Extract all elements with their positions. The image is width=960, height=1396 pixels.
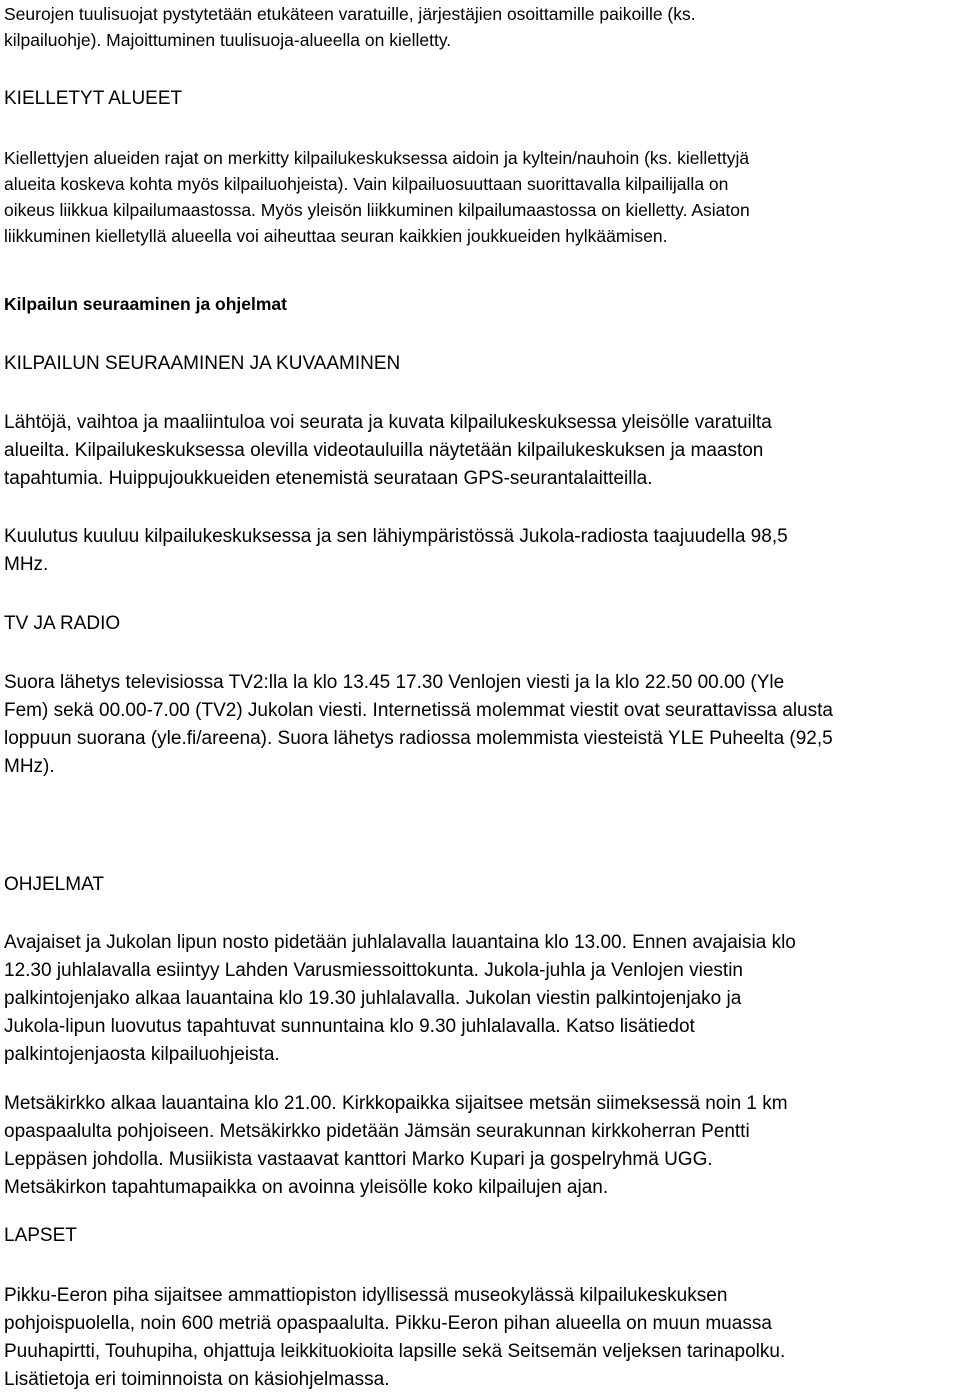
- text-line: liikkuminen kielletyllä alueella voi aiheuttaa seuran kaikkien joukkueiden hylkäämisen.: [4, 226, 668, 246]
- text-line: Leppäsen johdolla. Musiikista vastaavat kanttori Marko Kupari ja gospelryhmä UGG.: [4, 1149, 713, 1170]
- section-heading-kielletyt: [4, 85, 182, 113]
- text-line: Pikku-Eeron piha sijaitsee ammattiopiston idyllisessä museokylässä kilpailukeskuksen: [4, 1285, 728, 1306]
- text-line: opaspaalulta pohjoiseen. Metsäkirkko pidetään Jämsän seurakunnan kirkkoherran Pentti: [4, 1121, 750, 1142]
- seuraaminen-paragraph: [4, 409, 772, 493]
- heading-text: KILPAILUN SEURAAMINEN JA KUVAAMINEN: [4, 353, 401, 374]
- text-line: Avajaiset ja Jukolan lipun nosto pidetään juhlalavalla lauantaina klo 13.00. Ennen avajaisia klo: [4, 932, 796, 953]
- heading-text: KIELLETYT ALUEET: [4, 88, 183, 109]
- text-line: Puuhapirtti, Touhupiha, ohjattuja leikkituokioita lapsille sekä Seitsemän veljeksen tarinapolku.: [4, 1341, 786, 1362]
- text-line: alueilta. Kilpailukeskuksessa olevilla videotauluilla näytetään kilpailukeskuksen ja maaston: [4, 440, 764, 461]
- title-text: Kilpailun seuraaminen ja ohjelmat: [4, 294, 287, 314]
- text-line: loppuun suorana (yle.fi/areena). Suora lähetys radiossa molemmista viesteistä YLE Puheelta (92,5: [4, 728, 833, 749]
- text-line: MHz).: [4, 756, 55, 777]
- text-line: Kuulutus kuuluu kilpailukeskuksessa ja sen lähiympäristössä Jukola-radiosta taajuudella 98,5: [4, 526, 788, 547]
- text-line: oikeus liikkua kilpailumaastossa. Myös yleisön liikkuminen kilpailumaastossa on kielletty. Asiaton: [4, 200, 750, 220]
- text-line: pohjoispuolella, noin 600 metriä opaspaalulta. Pikku-Eeron pihan alueella on muun muassa: [4, 1313, 772, 1334]
- lapset-paragraph: [4, 1282, 785, 1394]
- text-line: Fem) sekä 00.00-7.00 (TV2) Jukolan viesti. Internetissä molemmat viestit ovat seurattavissa alusta: [4, 700, 833, 721]
- text-line: Jukola-lipun luovutus tapahtuvat sunnuntaina klo 9.30 juhlalavalla. Katso lisätiedot: [4, 1016, 695, 1037]
- text-line: palkintojenjaosta kilpailuohjeista.: [4, 1044, 280, 1065]
- text-line: Kiellettyjen alueiden rajat on merkitty kilpailukeskuksessa aidoin ja kyltein/nauhoin (ks. kiellettyjä: [4, 148, 750, 168]
- text-line: Lähtöjä, vaihtoa ja maaliintuloa voi seurata ja kuvata kilpailukeskuksessa yleisölle varatuilta: [4, 412, 772, 433]
- section-heading-tv-radio: [4, 610, 120, 638]
- text-line: alueita koskeva kohta myös kilpailuohjeista). Vain kilpailuosuuttaan suorittavalla kilpailijalla on: [4, 174, 729, 194]
- intro-paragraph: [4, 1, 696, 53]
- heading-text: OHJELMAT: [4, 874, 104, 895]
- tv-radio-paragraph: [4, 669, 833, 781]
- section-heading-ohjelmat: [4, 871, 104, 899]
- section-title: [4, 291, 287, 317]
- text-line: Lisätietoja eri toiminnoista on käsiohjelmassa.: [4, 1369, 390, 1390]
- heading-text: LAPSET: [4, 1225, 77, 1246]
- heading-text: TV JA RADIO: [4, 613, 121, 634]
- metsakirkko-paragraph: [4, 1090, 788, 1202]
- section-heading-seuraaminen: [4, 350, 400, 378]
- text-line: kilpailuohje). Majoittuminen tuulisuoja-alueella on kielletty.: [4, 30, 452, 50]
- text-line: Metsäkirkon tapahtumapaikka on avoinna yleisölle koko kilpailujen ajan.: [4, 1177, 609, 1198]
- text-line: Seurojen tuulisuojat pystytetään etukäteen varatuille, järjestäjien osoittamille paikoille (ks.: [4, 4, 696, 24]
- ohjelmat-paragraph: [4, 929, 796, 1069]
- section-heading-lapset: [4, 1222, 77, 1250]
- text-line: Metsäkirkko alkaa lauantaina klo 21.00. Kirkkopaikka sijaitsee metsän siimeksessä noin 1 km: [4, 1093, 788, 1114]
- kuulutus-paragraph: [4, 523, 788, 579]
- text-line: 12.30 juhlalavalla esiintyy Lahden Varusmiessoittokunta. Jukola-juhla ja Venlojen viestin: [4, 960, 743, 981]
- text-line: MHz.: [4, 554, 49, 575]
- text-line: palkintojenjako alkaa lauantaina klo 19.30 juhlalavalla. Jukolan viestin palkintojenjako ja: [4, 988, 742, 1009]
- kielletyt-paragraph: [4, 145, 750, 249]
- text-line: tapahtumia. Huippujoukkueiden etenemistä seurataan GPS-seurantalaitteilla.: [4, 468, 653, 489]
- text-line: Suora lähetys televisiossa TV2:lla la klo 13.45 17.30 Venlojen viesti ja la klo 22.50 00.00 (Yle: [4, 672, 785, 693]
